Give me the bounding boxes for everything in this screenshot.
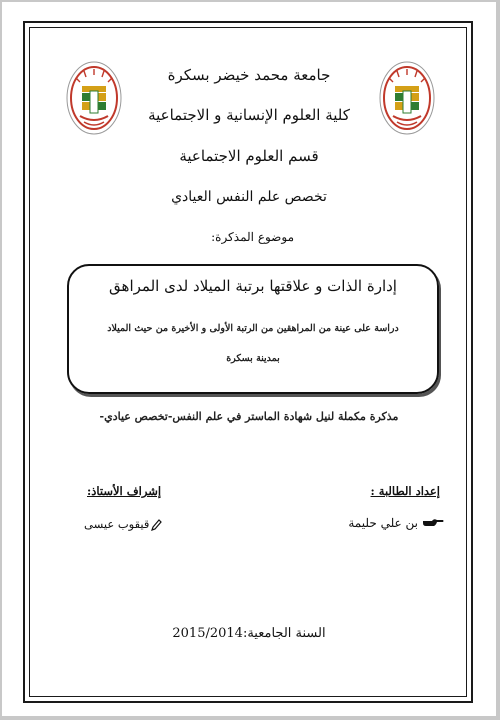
department-name: قسم العلوم الاجتماعية bbox=[179, 147, 319, 165]
supervisor-name: قيقوب عيسى bbox=[84, 517, 150, 531]
document-page bbox=[2, 2, 496, 716]
pointing-hand-icon bbox=[422, 516, 444, 530]
thesis-subtitle-line1: دراسة على عينة من المراهقين من الرتبة الأولى و الأخيرة من حيث الميلاد bbox=[107, 323, 399, 334]
supervised-by-label: إشراف الأستاذ: bbox=[87, 484, 162, 498]
subject-label: موضوع المذكرة: bbox=[211, 230, 294, 244]
university-name: جامعة محمد خيضر بسكرة bbox=[167, 66, 331, 84]
thesis-title: إدارة الذات و علاقتها برتبة الميلاد لدى المراهق bbox=[109, 277, 397, 295]
academic-year: السنة الجامعية:2015/2014 bbox=[172, 626, 326, 641]
specialization-name: تخصص علم النفس العيادي bbox=[171, 189, 327, 205]
thesis-subtitle-line2: بمدينة بسكرة bbox=[226, 353, 280, 364]
pen-icon bbox=[150, 518, 162, 532]
student-name: بن علي حليمة bbox=[348, 516, 418, 530]
thesis-title-box bbox=[67, 264, 439, 394]
faculty-name: كلية العلوم الإنسانية و الاجتماعية bbox=[148, 106, 350, 124]
thesis-note: مذكرة مكملة لنيل شهادة الماستر في علم النفس-تخصص عيادي- bbox=[99, 410, 399, 423]
prepared-by-label: إعداد الطالبة : bbox=[370, 484, 440, 498]
